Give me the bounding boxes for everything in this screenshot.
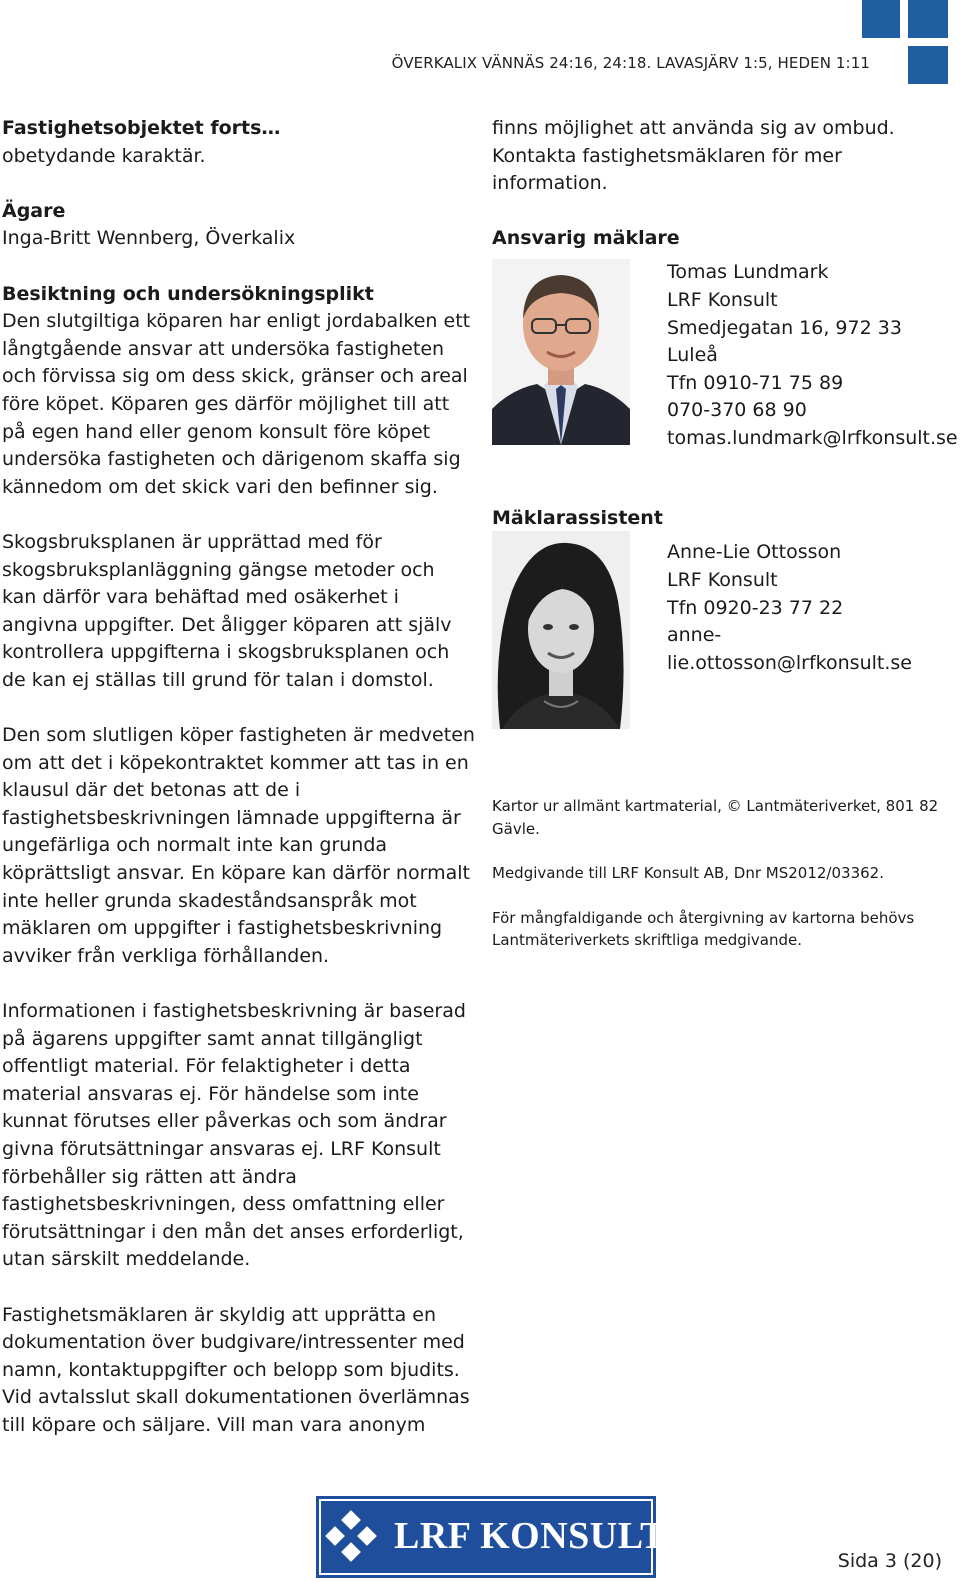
right-column bbox=[492, 115, 958, 974]
logo-square-bottom-right bbox=[908, 46, 948, 84]
broker-phone[interactable]: Tfn 0910-71 75 89 bbox=[667, 371, 844, 394]
paragraph-line: kunnat förutses eller påverkas och som ändrar bbox=[2, 1110, 447, 1133]
paragraph-line: förbehåller sig rätten att ändra bbox=[2, 1165, 297, 1188]
paragraph-line: på ägarens uppgifter samt annat tillgängligt bbox=[2, 1027, 423, 1050]
paragraph-line: material ansvaras ej. För händelse som inte bbox=[2, 1082, 419, 1105]
paragraph-line: fastighetsbeskrivningen lämnade uppgifterna är bbox=[2, 806, 461, 829]
paragraph-line: skogsbruksplanläggning gängse metoder och bbox=[2, 558, 435, 581]
paragraph-line: fastighetsbeskrivningen, dess omfattning eller bbox=[2, 1193, 445, 1216]
paragraph-line: klausul där det betonas att de i bbox=[2, 779, 301, 802]
paragraph-line: före köpet. Köparen ges därför möjlighet till att bbox=[2, 392, 450, 415]
reproduction-paragraph bbox=[492, 907, 952, 952]
reproduction-line: För mångfaldigande och återgivning av kartorna behövs bbox=[492, 908, 915, 927]
paragraph-line: kan därför vara behäftad med osäkerhet i bbox=[2, 586, 399, 609]
paragraph-line: kontrollera uppgifterna i skogsbruksplanen och bbox=[2, 641, 450, 664]
paragraph-line: dokumentation över budgivare/intressenter med bbox=[2, 1331, 465, 1354]
paragraph-line: till köpare och säljare. Vill man vara anonym bbox=[2, 1413, 426, 1436]
paragraph-line: på egen hand eller genom konsult före köpet bbox=[2, 420, 431, 443]
paragraph-line: Fastighetsmäklaren är skyldig att upprätta en bbox=[2, 1303, 437, 1326]
broker-heading: Ansvarig mäklare bbox=[492, 227, 680, 250]
paragraph-line: inte heller grunda skadeståndsanspråk mot bbox=[2, 889, 417, 912]
document-header-title: ÖVERKALIX VÄNNÄS 24:16, 24:18. LAVASJÄRV 1:5, HEDEN 1:11 bbox=[391, 54, 870, 72]
paragraph-line: namn, kontaktuppgifter och belopp som bjudits. bbox=[2, 1358, 460, 1381]
paragraph-line: långtgående ansvar att undersöka fastigheten bbox=[2, 337, 445, 360]
section-heading: Besiktning och undersökningsplikt bbox=[2, 282, 374, 305]
assistant-contact bbox=[667, 539, 912, 677]
lrf-konsult-logo bbox=[316, 1496, 666, 1578]
paragraph-line: om att det i köpekontraktet kommer att tas in en bbox=[2, 751, 469, 774]
reproduction-line: Lantmäteriverkets skriftliga medgivande. bbox=[492, 931, 802, 950]
paragraph-line: Kontakta fastighetsmäklaren för mer bbox=[492, 144, 842, 167]
assistant-heading: Mäklarassistent bbox=[492, 507, 663, 530]
paragraph-line: kännedom om det skick vari den befinner sig. bbox=[2, 475, 438, 498]
paragraph-line: Den som slutligen köper fastigheten är medveten bbox=[2, 724, 475, 747]
broker-company: LRF Konsult bbox=[667, 288, 778, 311]
broker-email-link[interactable]: tomas.lundmark@lrfkonsult.se bbox=[667, 426, 958, 449]
broker-mobile[interactable]: 070-370 68 90 bbox=[667, 399, 807, 422]
paragraph-line: ungefärliga och normalt inte kan grunda bbox=[2, 834, 388, 857]
assistant-portrait-image bbox=[492, 531, 630, 729]
permit-paragraph bbox=[492, 862, 952, 885]
section-property-continued bbox=[2, 115, 472, 170]
assistant-email-link-part2[interactable]: lie.ottosson@lrfkonsult.se bbox=[667, 651, 912, 674]
section-inspection bbox=[2, 281, 472, 502]
left-column bbox=[2, 115, 475, 1467]
section-forestry-plan bbox=[2, 529, 472, 695]
logo-text: LRF KONSULT bbox=[394, 1515, 666, 1557]
logo-square-top-right bbox=[908, 0, 948, 38]
paragraph-line: Den slutgiltiga köparen har enligt jordabalken ett bbox=[2, 310, 471, 333]
assistant-email-link-part1[interactable]: anne- bbox=[667, 624, 722, 647]
paragraph-line: Skogsbruksplanen är upprättad med för bbox=[2, 530, 382, 553]
assistant-phone[interactable]: Tfn 0920-23 77 22 bbox=[667, 596, 844, 619]
paragraph-line: Informationen i fastighetsbeskrivning är baserad bbox=[2, 1000, 466, 1022]
logo-square-top-left bbox=[862, 0, 900, 38]
section-ombud-continued bbox=[492, 115, 952, 198]
paragraph-text: obetydande karaktär. bbox=[2, 144, 206, 167]
paragraph-line: angivna uppgifter. Det åligger köparen att själv bbox=[2, 613, 452, 636]
map-credit-line: Kartor ur allmänt kartmaterial, © Lantmäteriverket, 801 82 bbox=[492, 797, 939, 816]
paragraph-line: undersöka fastigheten och därigenom skaffa sig bbox=[2, 448, 461, 471]
broker-photo bbox=[492, 259, 630, 445]
paragraph-line: köprättsligt ansvar. En köpare kan därför normalt bbox=[2, 862, 470, 885]
paragraph-line: offentligt material. För felaktigheter i detta bbox=[2, 1055, 411, 1078]
section-heading: Fastighetsobjektet forts… bbox=[2, 117, 281, 139]
assistant-photo bbox=[492, 531, 630, 729]
broker-portrait-image bbox=[492, 259, 630, 445]
paragraph-line: mäklaren om uppgifter i fastighetsbeskrivning bbox=[2, 917, 443, 940]
map-credits bbox=[492, 795, 952, 952]
assistant-company: LRF Konsult bbox=[667, 568, 778, 591]
broker-name: Tomas Lundmark bbox=[667, 261, 829, 284]
paragraph-line: avviker från verkliga förhållanden. bbox=[2, 944, 330, 967]
permit-line: Medgivande till LRF Konsult AB, Dnr MS2012/03362. bbox=[492, 864, 884, 883]
section-owner bbox=[2, 198, 472, 253]
section-documentation bbox=[2, 1302, 472, 1440]
broker-card bbox=[492, 225, 958, 481]
paragraph-line: Vid avtalsslut skall dokumentationen överlämnas bbox=[2, 1386, 470, 1409]
assistant-card bbox=[492, 505, 952, 785]
page-number: Sida 3 (20) bbox=[837, 1550, 942, 1572]
paragraph-line: utan särskilt meddelande. bbox=[2, 1248, 251, 1271]
paragraph-line: och förvissa sig om dess skick, gränser och areal bbox=[2, 365, 468, 388]
broker-city: Luleå bbox=[667, 344, 718, 367]
section-information-disclaimer bbox=[2, 998, 472, 1274]
map-credit-paragraph bbox=[492, 795, 952, 840]
paragraph-line: information. bbox=[492, 172, 608, 195]
section-heading: Ägare bbox=[2, 199, 66, 222]
assistant-name: Anne-Lie Ottosson bbox=[667, 541, 842, 564]
section-buyer-awareness bbox=[2, 722, 475, 970]
paragraph-line: förutsättningar i den mån det anses erforderligt, bbox=[2, 1220, 464, 1243]
map-credit-line: Gävle. bbox=[492, 819, 540, 838]
owner-name: Inga-Britt Wennberg, Överkalix bbox=[2, 227, 296, 250]
broker-street: Smedjegatan 16, 972 33 bbox=[667, 316, 902, 339]
paragraph-line: finns möjlighet att använda sig av ombud. bbox=[492, 117, 895, 139]
broker-contact bbox=[667, 259, 958, 452]
paragraph-line: de kan ej ställas till grund för talan i domstol. bbox=[2, 668, 434, 691]
paragraph-line: givna förutsättningar ansvaras ej. LRF Konsult bbox=[2, 1137, 441, 1160]
